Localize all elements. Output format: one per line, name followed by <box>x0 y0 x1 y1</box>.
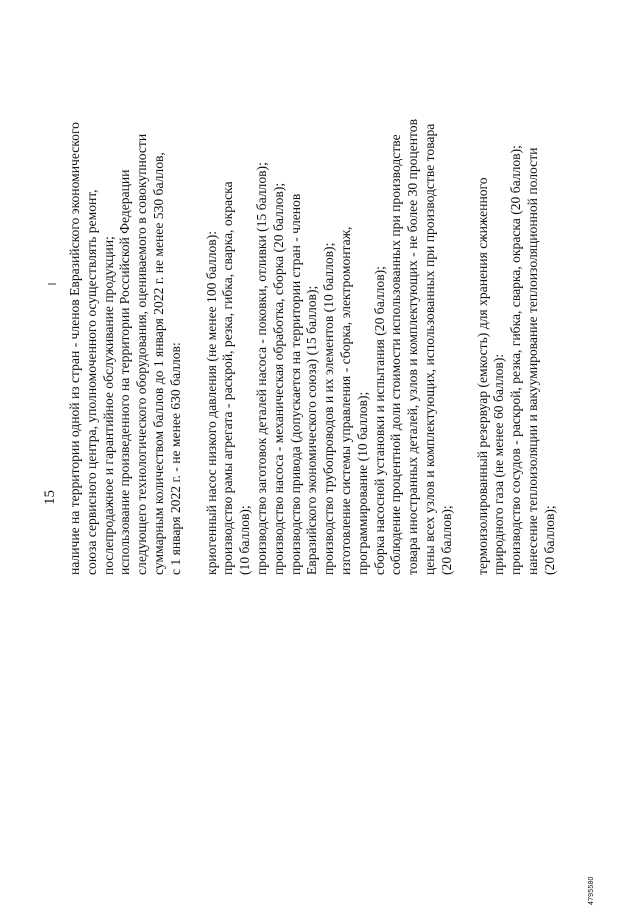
text-line: изготовление системы управления - сборка, электромонтаж, <box>337 226 353 575</box>
text-line: термоизолированный резервуар (емкость) для хранения сжиженного <box>474 177 490 575</box>
text-line: Евразийского экономического союза) (15 баллов); <box>304 285 320 575</box>
text-line: программирование (10 баллов); <box>354 391 370 575</box>
text-line: союза сервисного центра, уполномоченного осуществлять ремонт, <box>83 189 99 575</box>
text-line: (10 баллов); <box>237 505 253 575</box>
text-line: производство трубопроводов и их элементов (10 баллов); <box>321 242 337 575</box>
paragraph-block-lng-tank <box>475 105 559 575</box>
text-line: природного газа (не менее 60 баллов): <box>491 353 507 575</box>
paragraph-block-cryogenic-pump <box>204 105 456 575</box>
text-line: соблюдение процентной доли стоимости использованных при производстве <box>388 134 404 575</box>
text-line: наличие на территории одной из стран - членов Евразийского экономического <box>67 122 82 575</box>
text-line: производство привода (допускается на территории стран - членов <box>287 193 303 575</box>
body-text <box>67 105 559 575</box>
text-line: с 1 января 2022 г. - не менее 630 баллов: <box>167 342 183 575</box>
text-line: производство сосудов - раскрой, резка, гибка, сварка, окраска (20 баллов); <box>508 145 524 575</box>
text-line: (20 баллов); <box>541 505 557 575</box>
text-line: производство заготовок деталей насоса - поковки, отливки (15 баллов); <box>253 162 269 575</box>
text-line: следующего технологического оборудования, оцениваемого в совокупности <box>134 133 150 575</box>
text-line: сборка насосной установки и испытания (20 баллов); <box>371 266 387 575</box>
text-line: производство рамы агрегата - раскрой, резка, гибка, сварка, окраска <box>220 181 236 575</box>
paragraph-block-requirements <box>67 105 185 575</box>
document-id: 4795580 <box>588 876 595 905</box>
text-line: суммарным количеством баллов до 1 января 2022 г. не менее 530 баллов, <box>150 152 166 575</box>
text-line: товара иностранных деталей, узлов и комплектующих - не более 30 процентов <box>405 119 421 575</box>
scan-mark <box>48 283 56 285</box>
text-line: нанесение теплоизоляции и вакуумирование теплоизоляционной полости <box>524 147 540 575</box>
text-line: производство насоса - механическая обработка, сборка (20 баллов); <box>270 182 286 575</box>
text-line: послепродажное и гарантийное обслуживание продукции; <box>100 236 116 575</box>
text-line: (20 баллов); <box>438 505 454 575</box>
text-line: криогенный насос низкого давления (не менее 100 баллов): <box>203 231 219 575</box>
page-number: 15 <box>42 490 58 505</box>
rotated-sheet <box>40 105 600 905</box>
text-line: использование произведенного на территории Российской Федерации <box>117 169 133 575</box>
text-line: цены всех узлов и комплектующих, использованных при производстве товара <box>421 123 437 575</box>
